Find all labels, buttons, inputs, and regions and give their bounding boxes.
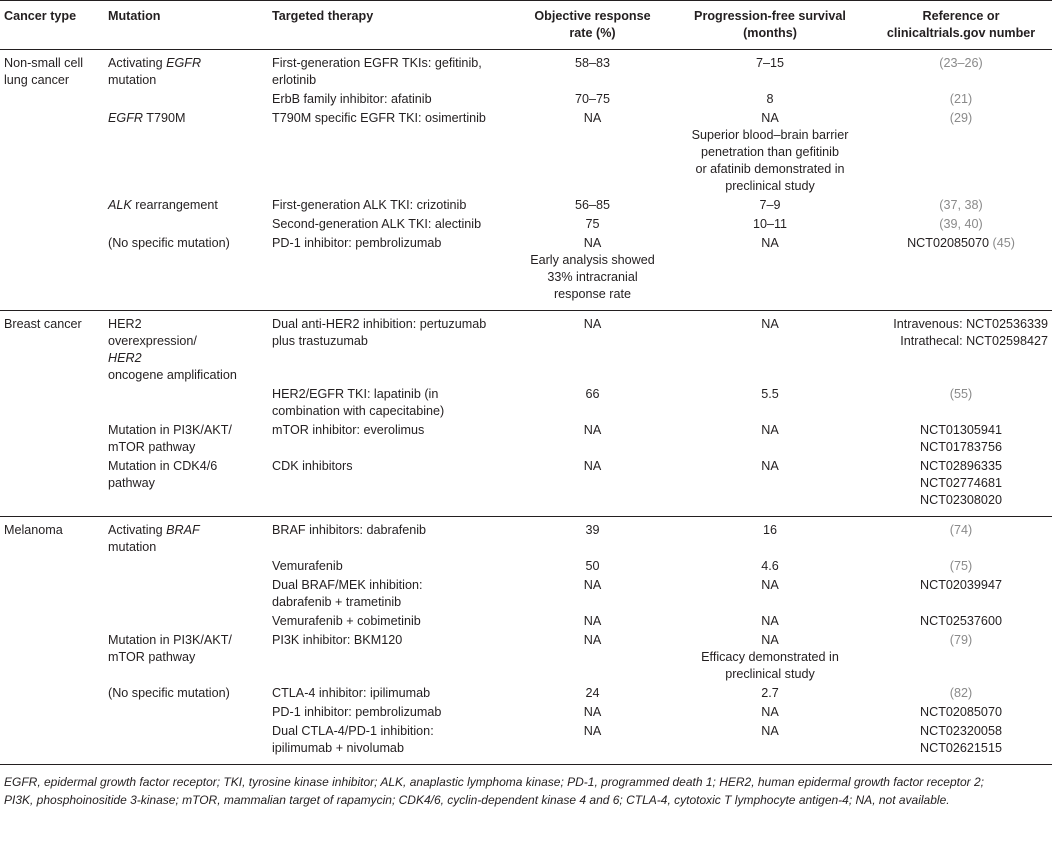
cell-cancer-type bbox=[0, 196, 104, 215]
cell-therapy bbox=[268, 612, 515, 631]
cancer-line: Breast cancer bbox=[4, 317, 82, 331]
cell-mutation bbox=[104, 385, 268, 421]
pfs-line: NA bbox=[761, 236, 779, 250]
table-row bbox=[0, 109, 1052, 196]
cell-cancer-type bbox=[0, 234, 104, 311]
reference-id: NCT02308020 bbox=[920, 493, 1002, 507]
orr-line: NA bbox=[583, 724, 602, 738]
ref-line bbox=[874, 522, 1048, 539]
mut-line: mutation bbox=[108, 73, 157, 87]
cell-reference bbox=[870, 215, 1052, 234]
pfs-line: Superior blood–brain barrier bbox=[691, 128, 849, 142]
cell-orr bbox=[515, 631, 670, 684]
ther-line: Dual anti-HER2 inhibition: pertuzumab bbox=[272, 317, 487, 331]
mut-line bbox=[108, 197, 264, 214]
cell-orr bbox=[515, 684, 670, 703]
mut-line bbox=[108, 55, 264, 72]
cell-pfs bbox=[670, 109, 870, 196]
ref-line bbox=[874, 740, 1048, 757]
ref-line bbox=[874, 316, 1048, 333]
ther-line: T790M specific EGFR TKI: osimertinib bbox=[272, 111, 486, 125]
mut-line bbox=[108, 522, 264, 539]
pfs-line: penetration than gefitinib bbox=[701, 145, 839, 159]
cell-therapy bbox=[268, 684, 515, 703]
header-ref-line2: clinicaltrials.gov number bbox=[886, 26, 1036, 40]
header-orr-line2: rate (%) bbox=[569, 26, 616, 40]
reference-link[interactable]: (37, 38) bbox=[939, 198, 983, 212]
pfs-line: NA bbox=[761, 578, 779, 592]
cell-mutation bbox=[104, 311, 268, 386]
gene-name: EGFR bbox=[166, 56, 202, 70]
orr-line: NA bbox=[583, 236, 602, 250]
reference-link[interactable]: (75) bbox=[949, 559, 973, 573]
ref-line bbox=[874, 235, 1048, 252]
cell-cancer-type bbox=[0, 421, 104, 457]
text-segment: Activating bbox=[108, 523, 167, 537]
cell-pfs bbox=[670, 196, 870, 215]
table-row bbox=[0, 684, 1052, 703]
ref-line bbox=[874, 91, 1048, 108]
cell-orr bbox=[515, 385, 670, 421]
cell-therapy bbox=[268, 631, 515, 684]
ther-line: First-generation EGFR TKIs: gefitinib, bbox=[272, 56, 482, 70]
header-pfs-line2: (months) bbox=[743, 26, 797, 40]
cell-mutation bbox=[104, 722, 268, 765]
cell-cancer-type bbox=[0, 722, 104, 765]
pfs-line: 7–15 bbox=[755, 56, 785, 70]
cell-therapy bbox=[268, 90, 515, 109]
pfs-line: 5.5 bbox=[761, 387, 779, 401]
reference-id: NCT02774681 bbox=[920, 476, 1002, 490]
cell-mutation bbox=[104, 50, 268, 91]
ref-line bbox=[874, 110, 1048, 127]
reference-id: NCT02621515 bbox=[920, 741, 1002, 755]
orr-line: NA bbox=[583, 705, 602, 719]
orr-line: 50 bbox=[585, 559, 600, 573]
cell-pfs bbox=[670, 385, 870, 421]
cell-cancer-type bbox=[0, 517, 104, 558]
table-row bbox=[0, 557, 1052, 576]
orr-line: NA bbox=[583, 633, 602, 647]
cell-therapy bbox=[268, 421, 515, 457]
cell-therapy bbox=[268, 576, 515, 612]
header-cancer-type: Cancer type bbox=[4, 9, 77, 23]
cell-pfs bbox=[670, 703, 870, 722]
cell-orr bbox=[515, 612, 670, 631]
table-row bbox=[0, 612, 1052, 631]
cell-reference bbox=[870, 196, 1052, 215]
mut-line: mTOR pathway bbox=[108, 650, 196, 664]
reference-id: NCT01783756 bbox=[920, 440, 1002, 454]
cell-pfs bbox=[670, 90, 870, 109]
reference-link[interactable]: (45) bbox=[992, 236, 1015, 250]
ther-line: dabrafenib + trametinib bbox=[272, 595, 402, 609]
table-row bbox=[0, 722, 1052, 765]
orr-line: NA bbox=[583, 111, 602, 125]
reference-link[interactable]: (82) bbox=[949, 686, 973, 700]
ther-line: ipilimumab + nivolumab bbox=[272, 741, 404, 755]
text-segment: T790M bbox=[142, 111, 186, 125]
ther-line: PI3K inhibitor: BKM120 bbox=[272, 633, 403, 647]
pfs-line: 4.6 bbox=[761, 559, 779, 573]
mut-line: pathway bbox=[108, 476, 155, 490]
cell-mutation bbox=[104, 109, 268, 196]
cell-reference bbox=[870, 421, 1052, 457]
header-reference bbox=[870, 1, 1052, 50]
mut-line bbox=[108, 350, 264, 367]
reference-id: NCT02085070 bbox=[907, 236, 993, 250]
cell-reference bbox=[870, 684, 1052, 703]
ther-line: mTOR inhibitor: everolimus bbox=[272, 423, 425, 437]
ref-line bbox=[874, 492, 1048, 509]
cancer-group bbox=[0, 517, 1052, 765]
header-orr bbox=[515, 1, 670, 50]
cell-cancer-type bbox=[0, 385, 104, 421]
orr-line: NA bbox=[583, 459, 602, 473]
orr-line: 56–85 bbox=[574, 198, 611, 212]
cell-cancer-type bbox=[0, 576, 104, 612]
reference-link[interactable]: (39, 40) bbox=[939, 217, 983, 231]
cell-therapy bbox=[268, 311, 515, 386]
cell-therapy bbox=[268, 215, 515, 234]
table-row bbox=[0, 215, 1052, 234]
cell-pfs bbox=[670, 234, 870, 311]
pfs-line: NA bbox=[761, 633, 779, 647]
cell-mutation bbox=[104, 421, 268, 457]
cell-pfs bbox=[670, 722, 870, 765]
reference-id: NCT02320058 bbox=[920, 724, 1002, 738]
cell-orr bbox=[515, 421, 670, 457]
cell-reference bbox=[870, 722, 1052, 765]
table-row bbox=[0, 576, 1052, 612]
header-orr-line1: Objective response bbox=[534, 9, 651, 23]
orr-line: NA bbox=[583, 317, 602, 331]
cell-mutation bbox=[104, 215, 268, 234]
cell-mutation bbox=[104, 557, 268, 576]
reference-id: Intrathecal: NCT02598427 bbox=[900, 334, 1048, 348]
cell-cancer-type bbox=[0, 109, 104, 196]
reference-id: NCT02039947 bbox=[920, 578, 1002, 592]
pfs-line: NA bbox=[761, 614, 779, 628]
ref-line bbox=[874, 475, 1048, 492]
cell-therapy bbox=[268, 50, 515, 91]
gene-name: ALK bbox=[108, 198, 132, 212]
cell-cancer-type bbox=[0, 557, 104, 576]
pfs-line: NA bbox=[761, 724, 779, 738]
cell-pfs bbox=[670, 215, 870, 234]
cell-mutation bbox=[104, 234, 268, 311]
cell-reference bbox=[870, 703, 1052, 722]
cell-cancer-type bbox=[0, 631, 104, 684]
text-segment: rearrangement bbox=[131, 198, 218, 212]
mut-line: Mutation in PI3K/AKT/ bbox=[108, 633, 232, 647]
cell-reference bbox=[870, 631, 1052, 684]
cancer-group bbox=[0, 311, 1052, 517]
cancer-line: Non-small cell bbox=[4, 56, 84, 70]
pfs-line: 8 bbox=[766, 92, 774, 106]
reference-id: NCT02537600 bbox=[920, 614, 1002, 628]
reference-id: Intravenous: NCT02536339 bbox=[893, 317, 1048, 331]
cell-pfs bbox=[670, 421, 870, 457]
ther-line: Vemurafenib bbox=[272, 559, 343, 573]
cell-reference bbox=[870, 457, 1052, 517]
table-row bbox=[0, 631, 1052, 684]
cell-orr bbox=[515, 90, 670, 109]
cell-mutation bbox=[104, 612, 268, 631]
table-row bbox=[0, 421, 1052, 457]
table-row bbox=[0, 703, 1052, 722]
table-row bbox=[0, 517, 1052, 558]
cell-therapy bbox=[268, 703, 515, 722]
orr-line: 66 bbox=[585, 387, 600, 401]
cell-reference bbox=[870, 576, 1052, 612]
reference-link[interactable]: (74) bbox=[949, 523, 973, 537]
gene-name: BRAF bbox=[166, 523, 200, 537]
cell-orr bbox=[515, 557, 670, 576]
header-pfs-line1: Progression-free survival bbox=[694, 9, 846, 23]
ref-line bbox=[874, 333, 1048, 350]
pfs-line: NA bbox=[761, 459, 779, 473]
pfs-line: NA bbox=[761, 423, 779, 437]
table-row bbox=[0, 457, 1052, 517]
cell-pfs bbox=[670, 557, 870, 576]
mut-italic: HER2 bbox=[108, 351, 142, 365]
pfs-line: NA bbox=[761, 705, 779, 719]
orr-line: 75 bbox=[585, 217, 600, 231]
cell-therapy bbox=[268, 109, 515, 196]
ref-line bbox=[874, 197, 1048, 214]
ref-line bbox=[874, 685, 1048, 702]
ther-line: HER2/EGFR TKI: lapatinib (in bbox=[272, 387, 439, 401]
cell-pfs bbox=[670, 684, 870, 703]
cell-orr bbox=[515, 215, 670, 234]
pfs-line: 7–9 bbox=[759, 198, 781, 212]
cell-cancer-type bbox=[0, 90, 104, 109]
cell-cancer-type bbox=[0, 50, 104, 91]
cell-orr bbox=[515, 517, 670, 558]
cell-mutation bbox=[104, 196, 268, 215]
cell-reference bbox=[870, 311, 1052, 386]
ther-line: Vemurafenib + cobimetinib bbox=[272, 614, 421, 628]
mut-line: (No specific mutation) bbox=[108, 686, 230, 700]
ther-line: Dual CTLA-4/PD-1 inhibition: bbox=[272, 724, 434, 738]
reference-id: NCT02085070 bbox=[920, 705, 1002, 719]
cell-orr bbox=[515, 109, 670, 196]
cancer-group bbox=[0, 50, 1052, 311]
cell-cancer-type bbox=[0, 457, 104, 517]
reference-link[interactable]: (21) bbox=[949, 92, 973, 106]
orr-line: 58–83 bbox=[574, 56, 611, 70]
orr-line: NA bbox=[583, 578, 602, 592]
orr-line: 70–75 bbox=[574, 92, 611, 106]
mut-line: (No specific mutation) bbox=[108, 236, 230, 250]
table-footnote bbox=[0, 765, 1052, 809]
ther-line: Second-generation ALK TKI: alectinib bbox=[272, 217, 482, 231]
ther-line: First-generation ALK TKI: crizotinib bbox=[272, 198, 467, 212]
cell-pfs bbox=[670, 517, 870, 558]
cell-orr bbox=[515, 457, 670, 517]
mut-line: Mutation in PI3K/AKT/ bbox=[108, 423, 232, 437]
ref-line bbox=[874, 55, 1048, 72]
ther-line: PD-1 inhibitor: pembrolizumab bbox=[272, 705, 442, 719]
pfs-line: NA bbox=[761, 111, 779, 125]
ther-line: PD-1 inhibitor: pembrolizumab bbox=[272, 236, 442, 250]
table-row bbox=[0, 50, 1052, 91]
cell-cancer-type bbox=[0, 703, 104, 722]
cell-reference bbox=[870, 517, 1052, 558]
cell-therapy bbox=[268, 517, 515, 558]
pfs-line: or afatinib demonstrated in bbox=[695, 162, 845, 176]
mut-line: mutation bbox=[108, 540, 157, 554]
pfs-line: NA bbox=[761, 317, 779, 331]
cell-therapy bbox=[268, 385, 515, 421]
cell-orr bbox=[515, 703, 670, 722]
ther-line: CDK inhibitors bbox=[272, 459, 353, 473]
header-pfs bbox=[670, 1, 870, 50]
ref-line bbox=[874, 613, 1048, 630]
mut-line: HER2 bbox=[108, 317, 142, 331]
orr-line: 39 bbox=[585, 523, 600, 537]
cell-mutation bbox=[104, 457, 268, 517]
cell-reference bbox=[870, 90, 1052, 109]
cell-reference bbox=[870, 557, 1052, 576]
cell-therapy bbox=[268, 457, 515, 517]
cell-mutation bbox=[104, 576, 268, 612]
cell-mutation bbox=[104, 684, 268, 703]
ref-line bbox=[874, 704, 1048, 721]
cell-cancer-type bbox=[0, 215, 104, 234]
ref-line bbox=[874, 439, 1048, 456]
cell-therapy bbox=[268, 196, 515, 215]
cell-reference bbox=[870, 385, 1052, 421]
cell-pfs bbox=[670, 631, 870, 684]
pfs-line: preclinical study bbox=[725, 667, 815, 681]
mut-line: oncogene amplification bbox=[108, 368, 237, 382]
cell-reference bbox=[870, 109, 1052, 196]
ther-line: CTLA-4 inhibitor: ipilimumab bbox=[272, 686, 431, 700]
cell-pfs bbox=[670, 576, 870, 612]
ref-line bbox=[874, 216, 1048, 233]
cell-orr bbox=[515, 722, 670, 765]
cell-therapy bbox=[268, 557, 515, 576]
mut-line: mTOR pathway bbox=[108, 440, 196, 454]
reference-link[interactable]: (55) bbox=[949, 387, 973, 401]
table-header bbox=[0, 1, 1052, 50]
reference-link[interactable]: (79) bbox=[949, 633, 973, 647]
cell-therapy bbox=[268, 722, 515, 765]
cell-mutation bbox=[104, 631, 268, 684]
ref-line bbox=[874, 386, 1048, 403]
ref-line bbox=[874, 458, 1048, 475]
orr-line: NA bbox=[583, 614, 602, 628]
mut-line: Mutation in CDK4/6 bbox=[108, 459, 218, 473]
orr-line: Early analysis showed bbox=[530, 253, 655, 267]
mut-line: overexpression/ bbox=[108, 334, 197, 348]
reference-link[interactable]: (23–26) bbox=[939, 56, 983, 70]
pfs-line: 2.7 bbox=[761, 686, 779, 700]
text-segment: Activating bbox=[108, 56, 167, 70]
cell-mutation bbox=[104, 517, 268, 558]
ref-line bbox=[874, 632, 1048, 649]
table-row bbox=[0, 385, 1052, 421]
header-targeted-therapy: Targeted therapy bbox=[272, 9, 374, 23]
ref-line bbox=[874, 422, 1048, 439]
ther-line: BRAF inhibitors: dabrafenib bbox=[272, 523, 427, 537]
cell-reference bbox=[870, 50, 1052, 91]
footnote-line-1: EGFR, epidermal growth factor receptor; TKI, tyrosine kinase inhibitor; ALK, anaplastic lymphoma kinase; PD-1, programmed death 1; HER2, human epidermal growth factor receptor 2; bbox=[4, 775, 984, 789]
cell-reference bbox=[870, 234, 1052, 311]
table-row bbox=[0, 90, 1052, 109]
ref-line bbox=[874, 723, 1048, 740]
ref-line bbox=[874, 577, 1048, 594]
mut-line bbox=[108, 110, 264, 127]
orr-line: response rate bbox=[553, 287, 631, 301]
orr-line: NA bbox=[583, 423, 602, 437]
ther-line: erlotinib bbox=[272, 73, 317, 87]
cell-cancer-type bbox=[0, 311, 104, 386]
reference-id: NCT01305941 bbox=[920, 423, 1002, 437]
cell-orr bbox=[515, 311, 670, 386]
cell-pfs bbox=[670, 311, 870, 386]
table-row bbox=[0, 196, 1052, 215]
pfs-line: preclinical study bbox=[725, 179, 815, 193]
pfs-line: Efficacy demonstrated in bbox=[701, 650, 839, 664]
cancer-line: Melanoma bbox=[4, 523, 63, 537]
ther-line: plus trastuzumab bbox=[272, 334, 368, 348]
cell-pfs bbox=[670, 457, 870, 517]
cell-orr bbox=[515, 234, 670, 311]
gene-name: EGFR bbox=[108, 111, 143, 125]
cell-cancer-type bbox=[0, 612, 104, 631]
table-row bbox=[0, 311, 1052, 386]
ref-line bbox=[874, 558, 1048, 575]
cell-mutation bbox=[104, 703, 268, 722]
cell-reference bbox=[870, 612, 1052, 631]
orr-line: 24 bbox=[585, 686, 600, 700]
header-mutation: Mutation bbox=[108, 9, 161, 23]
cell-orr bbox=[515, 576, 670, 612]
reference-id: NCT02896335 bbox=[920, 459, 1002, 473]
cell-orr bbox=[515, 196, 670, 215]
pfs-line: 16 bbox=[762, 523, 777, 537]
footnote-line-2: PI3K, phosphoinositide 3-kinase; mTOR, mammalian target of rapamycin; CDK4/6, cyclin-dependent kinase 4 and 6; CTLA-4, cytotoxic T lymphocyte antigen-4; NA, not available. bbox=[4, 793, 950, 807]
cancer-line: lung cancer bbox=[4, 73, 70, 87]
ther-line: combination with capecitabine) bbox=[272, 404, 445, 418]
ther-line: ErbB family inhibitor: afatinib bbox=[272, 92, 432, 106]
cell-pfs bbox=[670, 612, 870, 631]
cell-pfs bbox=[670, 50, 870, 91]
cell-orr bbox=[515, 50, 670, 91]
header-ref-line1: Reference or bbox=[922, 9, 1000, 23]
ther-line: Dual BRAF/MEK inhibition: bbox=[272, 578, 423, 592]
cell-cancer-type bbox=[0, 684, 104, 703]
table-row bbox=[0, 234, 1052, 311]
orr-line: 33% intracranial bbox=[547, 270, 638, 284]
cell-mutation bbox=[104, 90, 268, 109]
pfs-line: 10–11 bbox=[752, 217, 788, 231]
cell-therapy bbox=[268, 234, 515, 311]
reference-link[interactable]: (29) bbox=[949, 111, 973, 125]
